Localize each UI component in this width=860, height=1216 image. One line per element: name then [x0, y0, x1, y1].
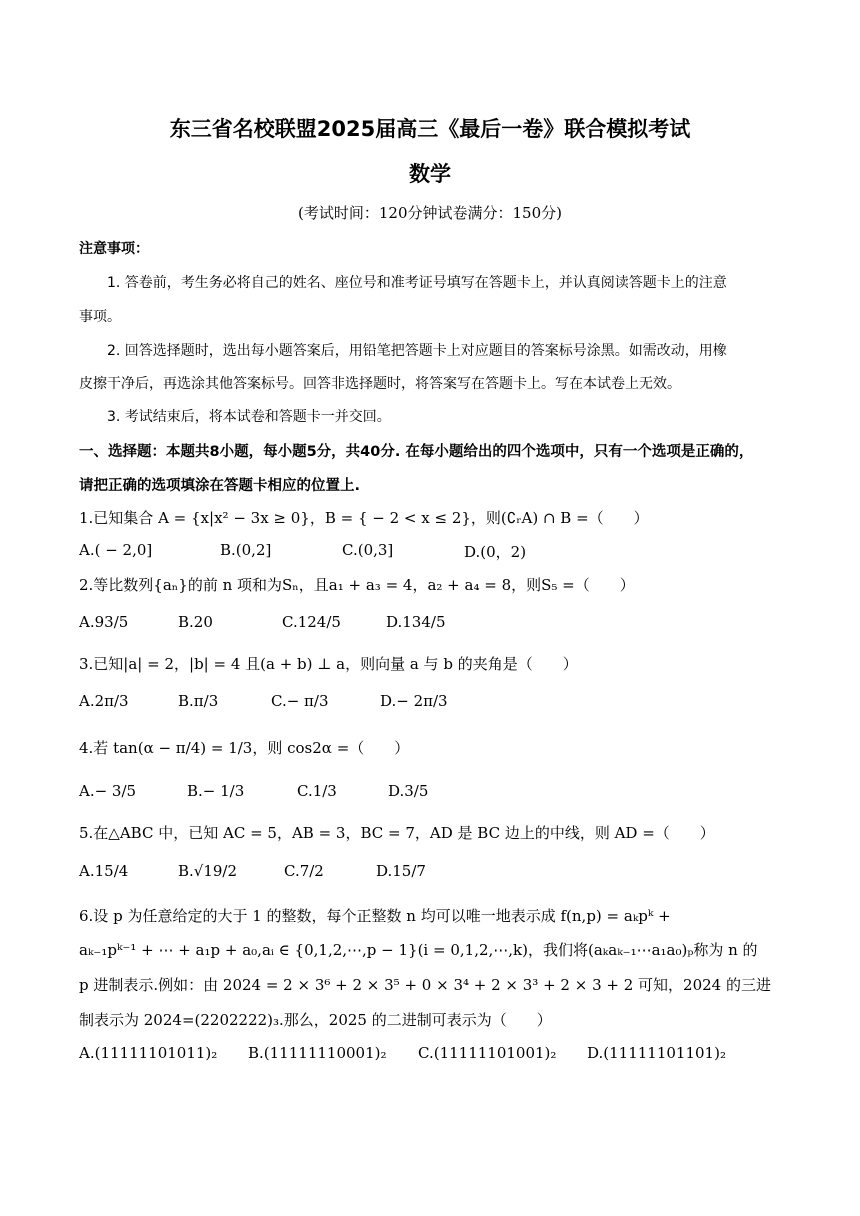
exam-title: 东三省名校联盟2025届高三《最后一卷》联合模拟考试	[169, 117, 691, 141]
question-6-stem-cont-2: p 进制表示.例如：由 2024 = 2 × 3⁶ + 2 × 3⁵ + 0 × 3⁴ + 2 × 3³ + 2 × 3 + 2 可知，2024 的三进	[79, 976, 771, 994]
notice-item-2: 2. 回答选择题时，选出每小题答案后，用铅笔把答题卡上对应题目的答案标号涂黑。如需改动，用橡	[107, 343, 727, 359]
question-3-option-d: D.− 2π/3	[380, 692, 448, 710]
question-5-stem: 5.在△ABC 中，已知 AC = 5，AB = 3，BC = 7，AD 是 BC 边上的中线，则 AD =（ ）	[79, 824, 715, 842]
question-4-option-c: C.1/3	[297, 782, 337, 800]
question-6-stem-cont-3: 制表示为 2024=(2202222)₃.那么，2025 的二进制可表示为（ ）	[79, 1011, 552, 1029]
question-1-option-b: B.(0,2]	[220, 541, 272, 559]
question-6-option-c: C.(11111101001)₂	[418, 1044, 557, 1062]
question-3-option-a: A.2π/3	[79, 692, 129, 710]
section-heading-cont: 请把正确的选项填涂在答题卡相应的位置上.	[79, 478, 361, 494]
notice-item-1: 1. 答卷前，考生务必将自己的姓名、座位号和准考证号填写在答题卡上，并认真阅读答题卡上的注意	[107, 275, 727, 291]
notice-item-2-cont: 皮擦干净后，再选涂其他答案标号。回答非选择题时，将答案写在答题卡上。写在本试卷上无效。	[79, 376, 681, 392]
question-5-option-a: A.15/4	[79, 862, 129, 880]
question-5-option-c: C.7/2	[284, 862, 324, 880]
question-3-option-c: C.− π/3	[271, 692, 329, 710]
question-2-option-a: A.93/5	[79, 613, 129, 631]
section-heading: 一、选择题：本题共8小题，每小题5分，共40分. 在每小题给出的四个选项中，只有一个选项是正确的，	[79, 444, 754, 460]
question-6-option-a: A.(11111101011)₂	[79, 1044, 218, 1062]
question-4-option-a: A.− 3/5	[79, 782, 137, 800]
exam-meta: (考试时间：120分钟试卷满分：150分)	[298, 204, 562, 222]
question-6-option-b: B.(11111110001)₂	[248, 1044, 387, 1062]
question-3-option-b: B.π/3	[178, 692, 219, 710]
question-5-option-d: D.15/7	[376, 862, 426, 880]
question-3-stem: 3.已知|a| = 2，|b| = 4 且(a + b) ⊥ a，则向量 a 与 b 的夹角是（ ）	[79, 655, 578, 673]
question-4-option-b: B.− 1/3	[187, 782, 245, 800]
question-1-option-c: C.(0,3]	[342, 541, 394, 559]
question-5-option-b: B.√19/2	[178, 862, 238, 880]
question-6-stem-cont-1: aₖ₋₁pᵏ⁻¹ + ⋯ + a₁p + a₀,aᵢ ∈ {0,1,2,⋯,p − 1}(i = 0,1,2,⋯,k)，我们将(aₖaₖ₋₁⋯a₁a₀)ₚ称为 n 的	[79, 941, 758, 959]
question-2-stem: 2.等比数列{aₙ}的前 n 项和为Sₙ，且a₁ + a₃ = 4，a₂ + a₄ = 8，则S₅ =（ ）	[79, 576, 635, 594]
exam-subject: 数学	[409, 162, 451, 186]
question-6-option-d: D.(11111101101)₂	[587, 1044, 726, 1062]
question-6-stem: 6.设 p 为任意给定的大于 1 的整数，每个正整数 n 均可以唯一地表示成 f(n,p) = aₖpᵏ +	[79, 907, 671, 925]
notice-item-3: 3. 考试结束后，将本试卷和答题卡一并交回。	[107, 409, 391, 425]
question-2-option-b: B.20	[178, 613, 213, 631]
question-4-stem: 4.若 tan(α − π/4) = 1/3，则 cos2α =（ ）	[79, 739, 410, 757]
notice-heading: 注意事项：	[79, 241, 149, 257]
question-1-stem: 1.已知集合 A = {x|x² − 3x ≥ 0}，B = { − 2 < x ≤ 2}，则(∁ᵣA) ∩ B =（ ）	[79, 509, 649, 527]
question-1-option-a: A.( − 2,0]	[79, 541, 153, 559]
question-2-option-d: D.134/5	[386, 613, 446, 631]
question-1-option-d: D.(0，2)	[464, 543, 527, 561]
question-2-option-c: C.124/5	[282, 613, 341, 631]
notice-item-1-cont: 事项。	[79, 309, 121, 325]
question-4-option-d: D.3/5	[388, 782, 429, 800]
